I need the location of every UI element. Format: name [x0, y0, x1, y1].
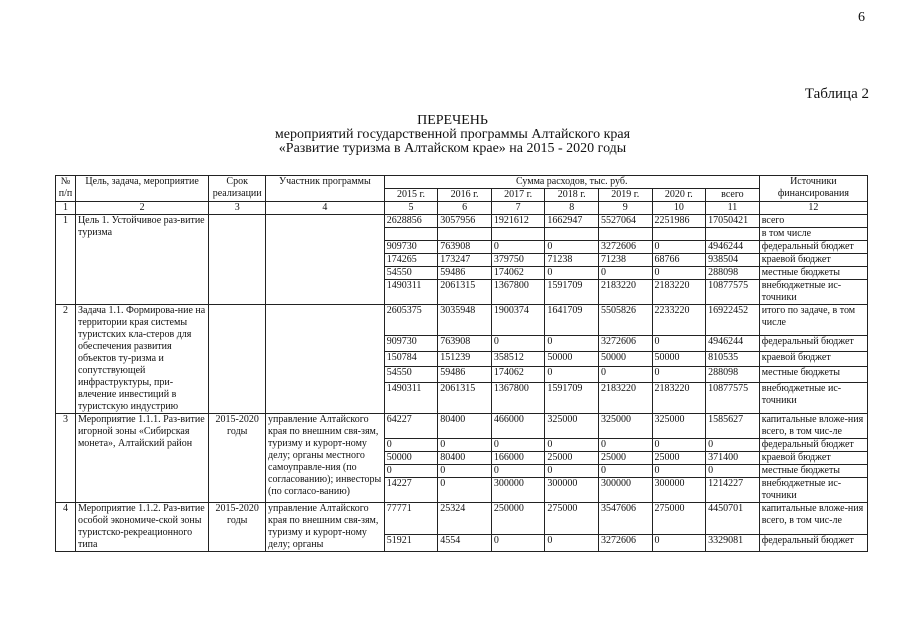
- table-row: [56, 414, 868, 439]
- amount-cell: 325000: [652, 414, 706, 439]
- column-number: 4: [266, 202, 385, 215]
- heading-line-3: «Развитие туризма в Алтайском крае» на 2015 - 2020 годы: [278, 141, 627, 156]
- amount-cell: 0: [545, 535, 599, 552]
- column-number: 8: [545, 202, 599, 215]
- amount-cell: 174062: [491, 367, 545, 383]
- amount-cell: 5505826: [598, 305, 652, 336]
- amount-cell: 909730: [384, 241, 438, 254]
- amount-cell: 0: [598, 267, 652, 280]
- document-heading: [0, 114, 905, 156]
- table-row: [56, 305, 868, 336]
- heading-line-1: ПЕРЕЧЕНЬ: [417, 113, 488, 128]
- amount-cell: 300000: [491, 478, 545, 503]
- amount-cell: 2183220: [652, 383, 706, 414]
- funding-source: всего: [759, 215, 867, 228]
- item-participant: [266, 215, 385, 305]
- amount-cell: 50000: [598, 351, 652, 367]
- amount-cell: [491, 228, 545, 241]
- header-year: 2016 г.: [438, 189, 492, 202]
- page-bottom-edge: [0, 630, 905, 640]
- amount-cell: 0: [491, 335, 545, 351]
- amount-cell: 2061315: [438, 280, 492, 305]
- amount-cell: 288098: [706, 267, 760, 280]
- amount-cell: 0: [545, 241, 599, 254]
- amount-cell: 1367800: [491, 280, 545, 305]
- amount-cell: 16922452: [706, 305, 760, 336]
- amount-cell: 3057956: [438, 215, 492, 228]
- amount-cell: 80400: [438, 414, 492, 439]
- item-participant: [266, 305, 385, 414]
- header-no: № п/п: [56, 176, 76, 202]
- item-term: 2015-2020 годы: [209, 414, 266, 503]
- amount-cell: 0: [652, 535, 706, 552]
- amount-cell: 909730: [384, 335, 438, 351]
- column-number: 5: [384, 202, 438, 215]
- item-term: [209, 305, 266, 414]
- amount-cell: 3272606: [598, 335, 652, 351]
- amount-cell: 300000: [652, 478, 706, 503]
- amount-cell: 0: [652, 439, 706, 452]
- amount-cell: 4450701: [706, 503, 760, 535]
- amount-cell: 173247: [438, 254, 492, 267]
- header-term: Срок реализации: [209, 176, 266, 202]
- item-participant: управление Алтайского края по внешним свя-зям, туризму и курорт-ному делу; органы: [266, 503, 385, 552]
- amount-cell: 0: [652, 367, 706, 383]
- amount-cell: 275000: [545, 503, 599, 535]
- column-number: 11: [706, 202, 760, 215]
- item-number: 4: [56, 503, 76, 552]
- amount-cell: 1367800: [491, 383, 545, 414]
- funding-source: внебюджетные ис-точники: [759, 383, 867, 414]
- amount-cell: 3272606: [598, 241, 652, 254]
- amount-cell: 54550: [384, 267, 438, 280]
- amount-cell: [652, 228, 706, 241]
- amount-cell: 0: [598, 465, 652, 478]
- amount-cell: 1490311: [384, 383, 438, 414]
- funding-source: федеральный бюджет: [759, 335, 867, 351]
- amount-cell: 325000: [545, 414, 599, 439]
- amount-cell: 358512: [491, 351, 545, 367]
- amount-cell: 3547606: [598, 503, 652, 535]
- amount-cell: 2183220: [652, 280, 706, 305]
- funding-source: местные бюджеты: [759, 367, 867, 383]
- amount-cell: 0: [706, 439, 760, 452]
- amount-cell: 3272606: [598, 535, 652, 552]
- amount-cell: 2183220: [598, 280, 652, 305]
- amount-cell: 51921: [384, 535, 438, 552]
- funding-source: внебюджетные ис-точники: [759, 280, 867, 305]
- table-row: [56, 215, 868, 228]
- column-number: 3: [209, 202, 266, 215]
- column-number: 12: [759, 202, 867, 215]
- amount-cell: 250000: [491, 503, 545, 535]
- amount-cell: 2183220: [598, 383, 652, 414]
- amount-cell: 2605375: [384, 305, 438, 336]
- amount-cell: 17050421: [706, 215, 760, 228]
- amount-cell: 80400: [438, 452, 492, 465]
- funding-source: капитальные вложе-ния всего, в том чис-ле: [759, 414, 867, 439]
- table-label: Таблица 2: [804, 86, 869, 102]
- item-term: [209, 215, 266, 305]
- amount-cell: 71238: [545, 254, 599, 267]
- header-year: 2015 г.: [384, 189, 438, 202]
- amount-cell: 466000: [491, 414, 545, 439]
- amount-cell: 3329081: [706, 535, 760, 552]
- amount-cell: 379750: [491, 254, 545, 267]
- amount-cell: 25000: [598, 452, 652, 465]
- header-year: 2017 г.: [491, 189, 545, 202]
- amount-cell: 50000: [545, 351, 599, 367]
- amount-cell: 59486: [438, 367, 492, 383]
- amount-cell: 1641709: [545, 305, 599, 336]
- amount-cell: 2251986: [652, 215, 706, 228]
- header-year: всего: [706, 189, 760, 202]
- funding-source: внебюджетные ис-точники: [759, 478, 867, 503]
- amount-cell: 50000: [384, 452, 438, 465]
- amount-cell: 1662947: [545, 215, 599, 228]
- header-participant: Участник программы: [266, 176, 385, 202]
- amount-cell: 2233220: [652, 305, 706, 336]
- funding-source: федеральный бюджет: [759, 535, 867, 552]
- amount-cell: 763908: [438, 335, 492, 351]
- amount-cell: 0: [652, 335, 706, 351]
- amount-cell: 4946244: [706, 335, 760, 351]
- amount-cell: 151239: [438, 351, 492, 367]
- item-name: Цель 1. Устойчивое раз-витие туризма: [75, 215, 208, 305]
- column-number: 6: [438, 202, 492, 215]
- amount-cell: 1900374: [491, 305, 545, 336]
- program-measures-table: [55, 175, 868, 552]
- amount-cell: 0: [491, 439, 545, 452]
- amount-cell: 71238: [598, 254, 652, 267]
- amount-cell: 0: [491, 465, 545, 478]
- funding-source: в том числе: [759, 228, 867, 241]
- column-number: 2: [75, 202, 208, 215]
- header-year: 2020 г.: [652, 189, 706, 202]
- amount-cell: 0: [545, 465, 599, 478]
- amount-cell: 371400: [706, 452, 760, 465]
- amount-cell: 25000: [545, 452, 599, 465]
- amount-cell: 763908: [438, 241, 492, 254]
- amount-cell: 0: [384, 465, 438, 478]
- amount-cell: 810535: [706, 351, 760, 367]
- amount-cell: 0: [545, 267, 599, 280]
- funding-source: местные бюджеты: [759, 465, 867, 478]
- item-name: Мероприятие 1.1.2. Раз-витие особой экономиче-ской зоны туристско-рекреационного типа: [75, 503, 208, 552]
- amount-cell: 1214227: [706, 478, 760, 503]
- amount-cell: 2061315: [438, 383, 492, 414]
- amount-cell: 10877575: [706, 383, 760, 414]
- amount-cell: 0: [438, 478, 492, 503]
- heading-line-2: мероприятий государственной программы Алтайского края: [274, 127, 631, 142]
- amount-cell: 938504: [706, 254, 760, 267]
- header-sum: Сумма расходов, тыс. руб.: [384, 176, 759, 189]
- amount-cell: 174062: [491, 267, 545, 280]
- amount-cell: [598, 228, 652, 241]
- item-number: 3: [56, 414, 76, 503]
- amount-cell: 0: [598, 367, 652, 383]
- column-number: 7: [491, 202, 545, 215]
- header-year: 2019 г.: [598, 189, 652, 202]
- page-number: 6: [858, 10, 865, 25]
- amount-cell: 174265: [384, 254, 438, 267]
- amount-cell: 0: [545, 335, 599, 351]
- amount-cell: 5527064: [598, 215, 652, 228]
- amount-cell: 0: [491, 535, 545, 552]
- amount-cell: 325000: [598, 414, 652, 439]
- amount-cell: 275000: [652, 503, 706, 535]
- amount-cell: 2628856: [384, 215, 438, 228]
- amount-cell: 0: [652, 241, 706, 254]
- amount-cell: 10877575: [706, 280, 760, 305]
- column-number: 1: [56, 202, 76, 215]
- funding-source: федеральный бюджет: [759, 241, 867, 254]
- amount-cell: 14227: [384, 478, 438, 503]
- amount-cell: [384, 228, 438, 241]
- amount-cell: 288098: [706, 367, 760, 383]
- amount-cell: 0: [545, 367, 599, 383]
- item-number: 1: [56, 215, 76, 305]
- item-name: Мероприятие 1.1.1. Раз-витие игорной зоны «Сибирская монета», Алтайский район: [75, 414, 208, 503]
- amount-cell: 0: [652, 465, 706, 478]
- amount-cell: [706, 228, 760, 241]
- funding-source: итого по задаче, в том числе: [759, 305, 867, 336]
- amount-cell: 0: [545, 439, 599, 452]
- amount-cell: 1490311: [384, 280, 438, 305]
- amount-cell: 0: [652, 267, 706, 280]
- table-row: [56, 503, 868, 535]
- amount-cell: 25000: [652, 452, 706, 465]
- funding-source: федеральный бюджет: [759, 439, 867, 452]
- amount-cell: 300000: [598, 478, 652, 503]
- column-number: 10: [652, 202, 706, 215]
- column-number: 9: [598, 202, 652, 215]
- amount-cell: 54550: [384, 367, 438, 383]
- amount-cell: 3035948: [438, 305, 492, 336]
- funding-source: местные бюджеты: [759, 267, 867, 280]
- item-term: 2015-2020 годы: [209, 503, 266, 552]
- amount-cell: 68766: [652, 254, 706, 267]
- header-year: 2018 г.: [545, 189, 599, 202]
- amount-cell: 1591709: [545, 383, 599, 414]
- header-sources: Источники финансирования: [759, 176, 867, 202]
- amount-cell: 0: [706, 465, 760, 478]
- amount-cell: 77771: [384, 503, 438, 535]
- amount-cell: 1591709: [545, 280, 599, 305]
- amount-cell: 4554: [438, 535, 492, 552]
- amount-cell: 300000: [545, 478, 599, 503]
- amount-cell: [438, 228, 492, 241]
- header-goal: Цель, задача, мероприятие: [75, 176, 208, 202]
- funding-source: капитальные вложе-ния всего, в том чис-ле: [759, 503, 867, 535]
- funding-source: краевой бюджет: [759, 351, 867, 367]
- item-participant: управление Алтайского края по внешним свя-зям, туризму и курорт-ному делу; органы местного самоуправле-ния (по согласованию); инвесторы (по согласо-ванию): [266, 414, 385, 503]
- funding-source: краевой бюджет: [759, 452, 867, 465]
- amount-cell: 4946244: [706, 241, 760, 254]
- amount-cell: 1585627: [706, 414, 760, 439]
- amount-cell: 0: [438, 439, 492, 452]
- amount-cell: 59486: [438, 267, 492, 280]
- amount-cell: 166000: [491, 452, 545, 465]
- funding-source: краевой бюджет: [759, 254, 867, 267]
- amount-cell: 64227: [384, 414, 438, 439]
- item-name: Задача 1.1. Формирова-ние на территории края системы туристских кла-стеров для обеспечения развития объектов ту-ризма и сопутствующей инфраструктуры, при-влечение инвестиций в туристскую индустрию: [75, 305, 208, 414]
- amount-cell: 150784: [384, 351, 438, 367]
- item-number: 2: [56, 305, 76, 414]
- amount-cell: 0: [491, 241, 545, 254]
- amount-cell: [545, 228, 599, 241]
- amount-cell: 50000: [652, 351, 706, 367]
- amount-cell: 1921612: [491, 215, 545, 228]
- amount-cell: 0: [438, 465, 492, 478]
- amount-cell: 0: [598, 439, 652, 452]
- amount-cell: 25324: [438, 503, 492, 535]
- amount-cell: 0: [384, 439, 438, 452]
